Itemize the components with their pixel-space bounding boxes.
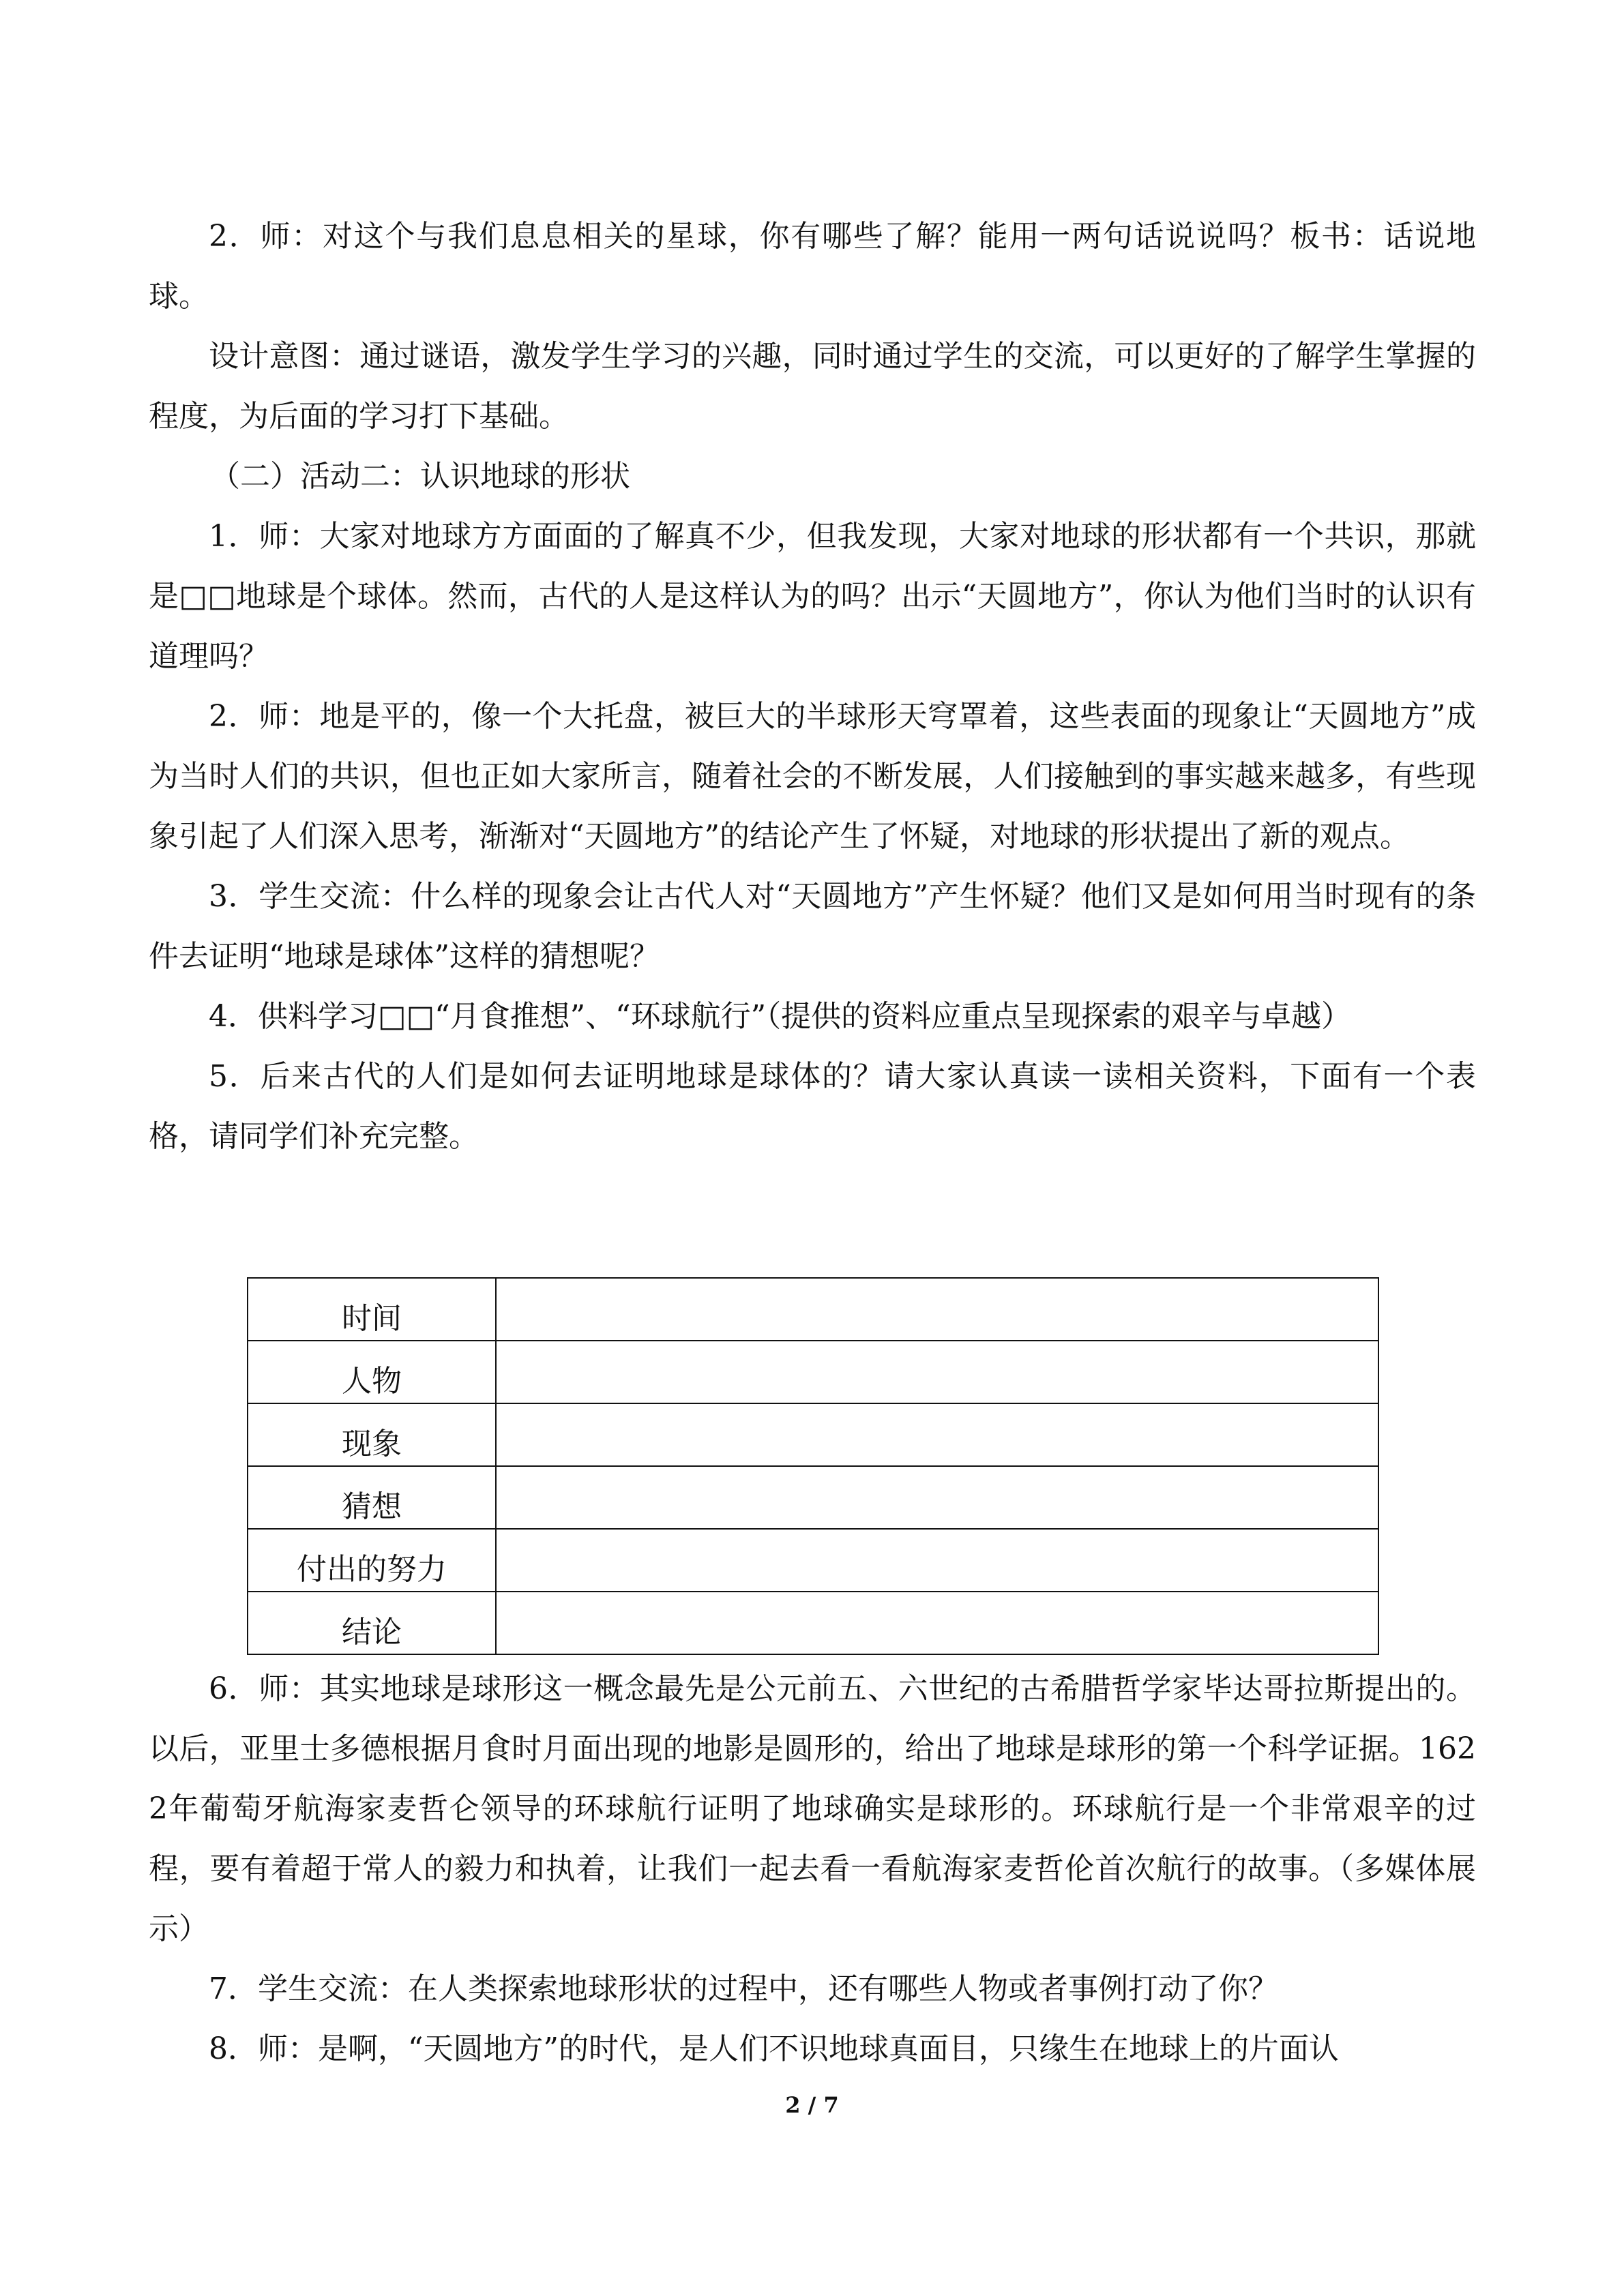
table-label-cell: 付出的努力 <box>248 1529 496 1592</box>
paragraph: 7．学生交流：在人类探索地球形状的过程中，还有哪些人物或者事例打动了你？ <box>209 1971 1278 2006</box>
table-blank-cell[interactable] <box>496 1466 1378 1529</box>
table-row <box>248 1278 1378 1341</box>
exploration-table <box>247 1277 1379 1655</box>
paragraph: 6．师：其实地球是球形这一概念最先是公元前五、六世纪的古希腊哲学家毕达哥拉斯提出的。以后，亚里士多德根据月食时月面出现的地影是圆形的，给出了地球是球形的第一个科学证据。1622年葡萄牙航海家麦哲仑领导的环球航行证明了地球确实是球形的。环球航行是一个非常艰辛的过程，要有着超于常人的毅力和执着，让我们一起去看一看航海家麦哲伦首次航行的故事。（多媒体展示） <box>149 1671 1476 1946</box>
paragraph: 2．师：对这个与我们息息相关的星球，你有哪些了解？能用一两句话说说吗？板书：话说地球。 <box>149 219 1476 314</box>
table-label-cell: 猜想 <box>248 1466 496 1529</box>
table-label-cell: 结论 <box>248 1592 496 1654</box>
table-label-cell: 人物 <box>248 1341 496 1403</box>
body-text-bottom <box>149 1659 1476 2079</box>
table-row <box>248 1403 1378 1466</box>
table-blank-cell[interactable] <box>496 1403 1378 1466</box>
paragraph: 1．师：大家对地球方方面面的了解真不少，但我发现，大家对地球的形状都有一个共识，那就是□□地球是个球体。然而，古代的人是这样认为的吗？出示“天圆地方”，你认为他们当时的认识有道理吗？ <box>149 519 1476 674</box>
paragraph: 8．师：是啊，“天圆地方”的时代，是人们不识地球真面目，只缘生在地球上的片面认 <box>209 2031 1339 2066</box>
table-blank-cell[interactable] <box>496 1341 1378 1403</box>
table-label-cell: 时间 <box>248 1278 496 1341</box>
page-number: 2 / 7 <box>785 2092 839 2118</box>
table-row <box>248 1466 1378 1529</box>
table-row <box>248 1341 1378 1403</box>
table-blank-cell[interactable] <box>496 1592 1378 1654</box>
paragraph: 3．学生交流：什么样的现象会让古代人对“天圆地方”产生怀疑？他们又是如何用当时现有的条件去证明“地球是球体”这样的猜想呢？ <box>149 879 1476 974</box>
paragraph: 5．后来古代的人们是如何去证明地球是球体的？请大家认真读一读相关资料，下面有一个表格，请同学们补充完整。 <box>149 1059 1476 1154</box>
table-label-cell: 现象 <box>248 1403 496 1466</box>
table-row <box>248 1592 1378 1654</box>
paragraph: 4．供料学习□□“月食推想”、“环球航行”（提供的资料应重点呈现探索的艰辛与卓越） <box>209 999 1352 1034</box>
section-heading: （二）活动二：认识地球的形状 <box>210 459 630 494</box>
body-text-top <box>149 207 1476 1167</box>
table-row <box>248 1529 1378 1592</box>
paragraph: 2．师：地是平的，像一个大托盘，被巨大的半球形天穹罩着，这些表面的现象让“天圆地方”成为当时人们的共识，但也正如大家所言，随着社会的不断发展，人们接触到的事实越来越多，有些现象引起了人们深入思考，渐渐对“天圆地方”的结论产生了怀疑，对地球的形状提出了新的观点。 <box>149 699 1476 854</box>
paragraph: 设计意图：通过谜语，激发学生学习的兴趣，同时通过学生的交流，可以更好的了解学生掌握的程度，为后面的学习打下基础。 <box>149 339 1476 434</box>
table-blank-cell[interactable] <box>496 1278 1378 1341</box>
table-blank-cell[interactable] <box>496 1529 1378 1592</box>
